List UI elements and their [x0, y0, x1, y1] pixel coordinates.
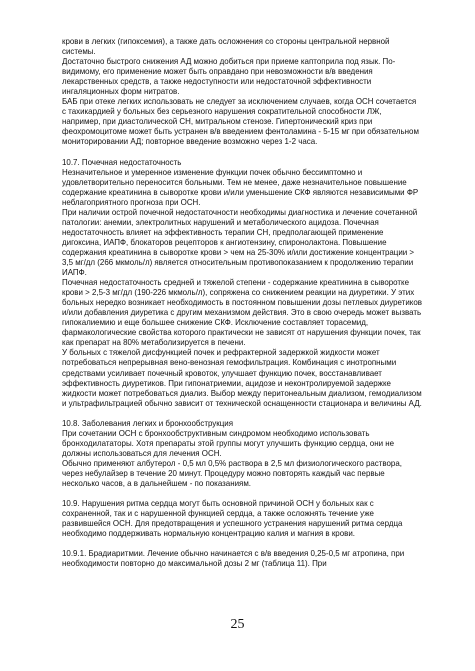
paragraph: Почечная недостаточность средней и тяжелой степени - содержание креатинина в сыворотке крови > 2,5-3 мг/дл (190-226 мкмоль/л), сопряжена со снижением реакции на диуретики. У этих больных нередко возникает необходимость в постоянном повышении дозы петлевых диуретиков и/или добавления диуретика с другим механизмом действия. Это в свою очередь может вызвать гипокалиемию и еще большее снижение СКФ. Исключение составляет торасемид, фармакологические свойства которого практически не зависят от нарушения функции почек, так как препарат на 80% метаболизируется в печени.: [62, 278, 422, 348]
paragraph: 10.8. Заболевания легких и бронхообструкция: [62, 418, 233, 428]
paragraph: крови в легких (гипоксемия), а также дать осложнения со стороны центральной нервной системы.: [62, 37, 390, 57]
document-body: [62, 37, 422, 569]
paragraph: 10.9. Нарушения ритма сердца могут быть основной причиной ОСН у больных как с сохраненной, так и с нарушенной функцией сердца, а также осложнять течение уже развившейся ОСН. Для предотвращения и успешного устранения нарушений ритма сердца необходимо поддерживать нормальную концентрацию калия и магния в крови.: [62, 499, 403, 539]
paragraph-gap: [62, 409, 422, 419]
paragraph-gap: [62, 539, 422, 549]
paragraph: БАБ при отеке легких использовать не следует за исключением случаев, когда ОСН сочетается с тахикардией у больных без серьезного нарушения сократительной способности ЛЖ, например, при диастолической СН, митральном стенозе. Гипертонический криз при феохромоцитоме может быть устранен в/в введением фентоламина - 5-15 мг при обязательном мониторировании АД; повторное введение возможно через 1-2 часа.: [62, 97, 419, 147]
paragraph: При сочетании ОСН с бронхообструктивным синдромом необходимо использовать бронходилататоры. Хотя препараты этой группы могут улучшить функцию сердца, они не должны использоваться для лечения ОСН.: [62, 428, 395, 458]
paragraph: Обычно применяют албутерол - 0,5 мл 0,5% раствора в 2,5 мл физиологического раствора, через небулайзер в течение 20 минут. Процедуру можно повторять каждый час первые несколько часов, а в дальнейшем - по показаниям.: [62, 458, 402, 488]
paragraph: У больных с тяжелой дисфункцией почек и рефрактерной задержкой жидкости может потребоваться непрерывная вено-венозная гемофильтрация. Комбинация с инотропными средствами усиливает почечный кровоток, улучшает функцию почек, восстанавливает эффективность диуретиков. При гипонатриемии, ацидозе и неконтролируемой задержке жидкости может потребоваться диализ. Выбор между перитонеальным диализом, гемодиализом и ультрафильтрацией обычно зависит от технической оснащенности стационара и величины АД.: [62, 348, 422, 408]
paragraph: При наличии острой почечной недостаточности необходимы диагностика и лечение сочетанной патологии: анемии, электролитных нарушений и метаболического ацидоза. Почечная недостаточность влияет на эффективность терапии СН, предполагающей применение дигоксина, ИАПФ, блокаторов рецепторов к ангиотензину, спиронолактона. Повышение содержания креатинина в сыворотке крови > чем на 25-30% и/или достижение концентрации > 3,5 мг/дл (266 мкмоль/л) является относительным противопоказанием к продолжению терапии ИАПФ.: [62, 207, 418, 278]
paragraph-gap: [62, 489, 422, 499]
paragraph: Достаточно быстрого снижения АД можно добиться при приеме каптоприла под язык. По-видимому, его применение может быть оправдано при невозможности в/в введения лекарственных средств, а также недоступности или недостаточной эффективности ингаляционных форм нитратов.: [62, 57, 396, 97]
paragraph: Незначительное и умеренное изменение функции почек обычно бессимптомно и удовлетворительно переносится больными. Тем не менее, даже незначительное повышение содержание креатинина в сыворотке крови и/или уменьшение СКФ являются независимыми ФР неблагоприятного прогноза при ОСН.: [62, 167, 419, 207]
page-number: 25: [230, 617, 245, 632]
paragraph: 10.7. Почечная недостаточность: [62, 157, 182, 167]
paragraph: 10.9.1. Брадиаритмии. Лечение обычно начинается с в/в введения 0,25-0,5 мг атропина, при необходимости повторно до максимальной дозы 2 мг (таблица 11). При: [62, 549, 405, 569]
paragraph-gap: [62, 148, 422, 158]
